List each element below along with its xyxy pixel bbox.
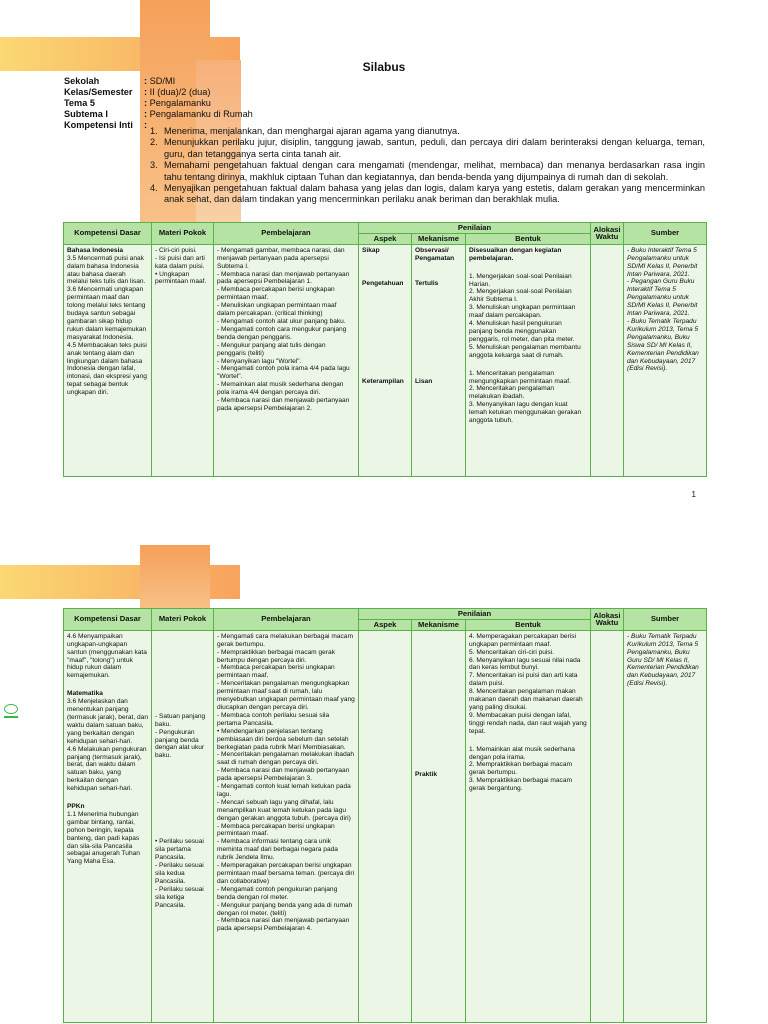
label-tema: Tema 5 xyxy=(64,98,95,108)
alokasi-cell xyxy=(591,244,624,476)
label-kelas: Kelas/Semester xyxy=(64,87,133,97)
syllabus-table-2 xyxy=(63,608,707,1023)
materi-cell: - Satuan panjang baku. - Pengukuran panjang benda dengan alat ukur baku. • Perilaku sesuai sila pertama Pancasila. - Perilaku sesuai sila kedua Pancasila. - Perilaku sesuai sila ketiga Pancasila. xyxy=(152,630,214,1022)
value-sekolah: SD/MI xyxy=(149,76,176,86)
label-subtema: Subtema I xyxy=(64,109,108,119)
materi-cell: - Ciri-ciri puisi. - Isi puisi dan arti kata dalam puisi. • Ungkapan permintaan maaf. xyxy=(152,244,214,476)
header-aspek: Aspek xyxy=(359,619,412,630)
identity-block: Sekolah : SD/MI Kelas/Semester : II (dua)/2 (dua) Tema 5 : Pengalamanku Subtema I : Pengalamanku di Rumah Kompetensi Inti : xyxy=(64,76,253,130)
pembelajaran-cell: - Mengamati cara melakukan berbagai macam gerak bertumpu. - Mempraktikkan berbagai macam gerak bertumpu dengan percaya diri. - Membaca percakapan berisi ungkapan permintaan maaf. - Menceritakan pengalaman mengungkapkan permintaan maaf saat di rumah, lalu menyebutkan ungkapan permintaan maaf yang diucapkan dengan percaya diri. - Membaca contoh perilaku sesuai sila pertama Pancasila. • Mendengarkan penjelasan tentang pembiasaan diri berdoa sebelum dan setelah berkegiatan pada rubrik Mari Membiasakan. - Menceritakan pengalaman melakukan ibadah saat di rumah dengan percaya diri. - Membaca narasi dan menjawab pertanyaan pada apersepsi Pembelajaran 3. - Mengamati contoh kuat lemah ketukan pada lagu. - Mencari sebuah lagu yang dihafal, lalu menampilkan kuat lemah ketukan pada lagu dengan gerakan anggota tubuh. (percaya diri) - Membaca percakapan berisi ungkapan permintaan maaf. - Membaca informasi tentang cara unik meminta maaf dari berbagai negara pada rubrik Jendela Ilmu. - Memperagakan percakapan berisi ungkapan permintaan maaf bersama teman. (percaya diri dan collaborative) - Mengamati contoh pengukuran panjang benda dengan rol meter. - Mengukur panjang benda yang ada di rumah dengan rol meter. (teliti) - Membaca narasi dan menjawab pertanyaan pada apersepsi Pembelajaran 4. xyxy=(214,630,359,1022)
header-bentuk: Bentuk xyxy=(466,233,591,244)
list-item: 4. Menyajikan pengetahuan faktual dalam bahasa yang jelas dan logis, dalam karya yang estetis, dalam gerakan yang mencerminkan anak sehat, dan dalam tindakan yang mencerminkan perilaku anak beriman dan berakhlak mulia. xyxy=(150,183,705,205)
header-aspek: Aspek xyxy=(359,233,412,244)
header-bentuk: Bentuk xyxy=(466,619,591,630)
orange-vertical-stripe-3 xyxy=(140,545,210,615)
header-penilaian: Penilaian xyxy=(359,223,591,234)
sumber-cell: - Buku Tematik Terpadu Kurikulum 2013, Tema 5 Pengalamanku, Buku Guru SD/ MI Kelas II, Kementerian Pendidikan dan Kebudayaan, 2017 (Edisi Revisi). xyxy=(624,630,707,1022)
green-circle-icon xyxy=(4,704,18,714)
kompetensi-inti-list xyxy=(150,126,705,206)
header-sumber: Sumber xyxy=(624,223,707,245)
header-kompetensi-dasar: Kompetensi Dasar xyxy=(64,609,152,631)
pembelajaran-cell: - Mengamati gambar, membaca narasi, dan menjawab pertanyaan pada apersepsi Subtema I. - Membaca narasi dan menjawab pertanyaan pada apersepsi Pembelajaran 1. - Membaca percakapan berisi ungkapan permintaan maaf. - Menuliskan ungkapan permintaan maaf dalam percakapan. (critical thinking) - Mengamati contoh alat ukur panjang baku. - Mengamati contoh cara mengukur panjang benda dengan penggaris. - Mengukur panjang alat tulis dengan penggaris (teliti) - Menyanyikan lagu "Wortel". - Mengamati contoh pola irama 4/4 pada lagu "Wortel". - Memainkan alat musik sederhana dengan pola irama 4/4 dengan percaya diri. - Membaca narasi dan menjawab pertanyaan pada apersepsi Pembelajaran 2. xyxy=(214,244,359,476)
value-tema: Pengalamanku xyxy=(149,98,211,108)
mekanisme-cell: Observasi/ Pengamatan Tertulis Lisan xyxy=(412,244,466,476)
kd-cell: 4.6 Menyampaikan ungkapan-ungkapan santun (menggunakan kata "maaf", "tolong") untuk hidup rukun dalam kemajemukan. Matematika 3.6 Menjelaskan dan menentukan panjang (termasuk jarak), berat, dan waktu dalam satuan baku, yang berkaitan dengan kehidupan sehari-hari. 4.6 Melakukan pengukuran panjang (termasuk jarak), berat, dan waktu dalam satuan baku, yang berkaitan dengan kehidupan sehari-hari. PPKn 1.1 Menerima hubungan gambar bintang, rantai, pohon beringin, kepala banteng, dan padi kapas dan sila-sila Pancasila sebagai anugerah Tuhan Yang Maha Esa. xyxy=(64,630,152,1022)
list-item: 3. Memahami pengetahuan faktual dengan cara mengamati (mendengar, melihat, membaca) dan menanya berdasarkan rasa ingin tahu tentang dirinya, makhluk ciptaan Tuhan dan kegiatannya, dan benda-benda yang dijumpainya di rumah dan di sekolah. xyxy=(150,160,705,182)
header-kompetensi-dasar: Kompetensi Dasar xyxy=(64,223,152,245)
aspek-cell: Sikap Pengetahuan Keterampilan xyxy=(359,244,412,476)
header-pembelajaran: Pembelajaran xyxy=(214,223,359,245)
alokasi-cell xyxy=(591,630,624,1022)
header-pembelajaran: Pembelajaran xyxy=(214,609,359,631)
bentuk-cell: 4. Memperagakan percakapan berisi ungkapan permintaan maaf. 5. Menceritakan ciri-ciri puisi. 6. Menyanyikan lagu sesuai nilai nada dan keras lembut bunyi. 7. Menceritakan isi puisi dan arti kata dalam puisi. 8. Menceritakan pengalaman makan makanan daerah dan makanan daerah yang paling disukai. 9. Membacakan puisi dengan lafal, tinggi rendah nada, dan raut wajah yang tepat. 1. Memainkan alat musik sederhana dengan pola irama. 2. Mempraktikkan berbagai macam gerak bertumpu. 3. Mempraktikkan berbagai macam gerak bergantung. xyxy=(466,630,591,1022)
list-item: 2. Menunjukkan perilaku jujur, disiplin, tanggung jawab, santun, peduli, dan percaya diri dalam berinteraksi dengan keluarga, teman, guru, dan tetangganya serta cinta tanah air. xyxy=(150,137,705,159)
bentuk-cell: Disesuaikan dengan kegiatan pembelajaran. 1. Mengerjakan soal-soal Penilaian Harian. 2. Mengerjakan soal-soal Penilaian Akhir Subtema I. 3. Menuliskan ungkapan permintaan maaf dalam percakapan. 4. Menuliskan hasil pengukuran panjang benda menggunakan penggaris, rol meter, dan pita meter. 5. Menuliskan pengalaman membantu anggota keluarga saat di rumah. 1. Menceritakan pengalaman mengungkapkan permintaan maaf. 2. Menceritakan pengalaman melakukan ibadah. 3. Menyanyikan lagu dengan kuat lemah ketukan menggunakan gerakan anggota tubuh. xyxy=(466,244,591,476)
syllabus-table-1 xyxy=(63,222,707,477)
header-mekanisme: Mekanisme xyxy=(412,619,466,630)
green-line-mark xyxy=(4,716,18,718)
header-materi-pokok: Materi Pokok xyxy=(152,223,214,245)
header-alokasi-waktu: Alokasi Waktu xyxy=(591,609,624,631)
value-kelas: II (dua)/2 (dua) xyxy=(149,87,211,97)
value-subtema: Pengalamanku di Rumah xyxy=(149,109,253,119)
kd-cell: Bahasa Indonesia 3.5 Mencermati puisi anak dalam bahasa Indonesia atau bahasa daerah melalui teks tulis dan lisan. 3.6 Mencermati ungkapan permintaan maaf dan tolong melalui teks tentang budaya santun sebagai gambaran sikap hidup rukun dalam kemajemukan masyarakat Indonesia. 4.5 Membacakan teks puisi anak tentang alam dan lingkungan dalam bahasa Indonesia dengan lafal, intonasi, dan ekspresi yang tepat sebagai bentuk ungkapan diri. xyxy=(64,244,152,476)
list-item: 1. Menerima, menjalankan, dan menghargai ajaran agama yang dianutnya. xyxy=(150,126,460,136)
header-sumber: Sumber xyxy=(624,609,707,631)
page-title: Silabus xyxy=(362,60,406,74)
aspek-cell xyxy=(359,630,412,1022)
mekanisme-cell: Praktik xyxy=(412,630,466,1022)
page-gap xyxy=(0,515,768,545)
header-materi-pokok: Materi Pokok xyxy=(152,609,214,631)
page-number: 1 xyxy=(691,490,696,499)
header-penilaian: Penilaian xyxy=(359,609,591,620)
header-mekanisme: Mekanisme xyxy=(412,233,466,244)
label-sekolah: Sekolah xyxy=(64,76,100,86)
sumber-cell: - Buku Interaktif Tema 5 Pengalamanku untuk SD/MI Kelas II, Penerbit Intan Pariwara, 2021. - Pegangan Guru Buku Interaktif Tema 5 Pengalamanku untuk SD/MI Kelas II, Penerbit Intan Pariwara, 2021. - Buku Tematik Terpadu Kurikulum 2013, Tema 5 Pengalamanku, Buku Siswa SD/ MI Kelas II, Kementerian Pendidikan dan Kebudayaan, 2017 (Edisi Revisi). xyxy=(624,244,707,476)
label-kompetensi-inti: Kompetensi Inti xyxy=(64,120,133,130)
header-alokasi-waktu: Alokasi Waktu xyxy=(591,223,624,245)
